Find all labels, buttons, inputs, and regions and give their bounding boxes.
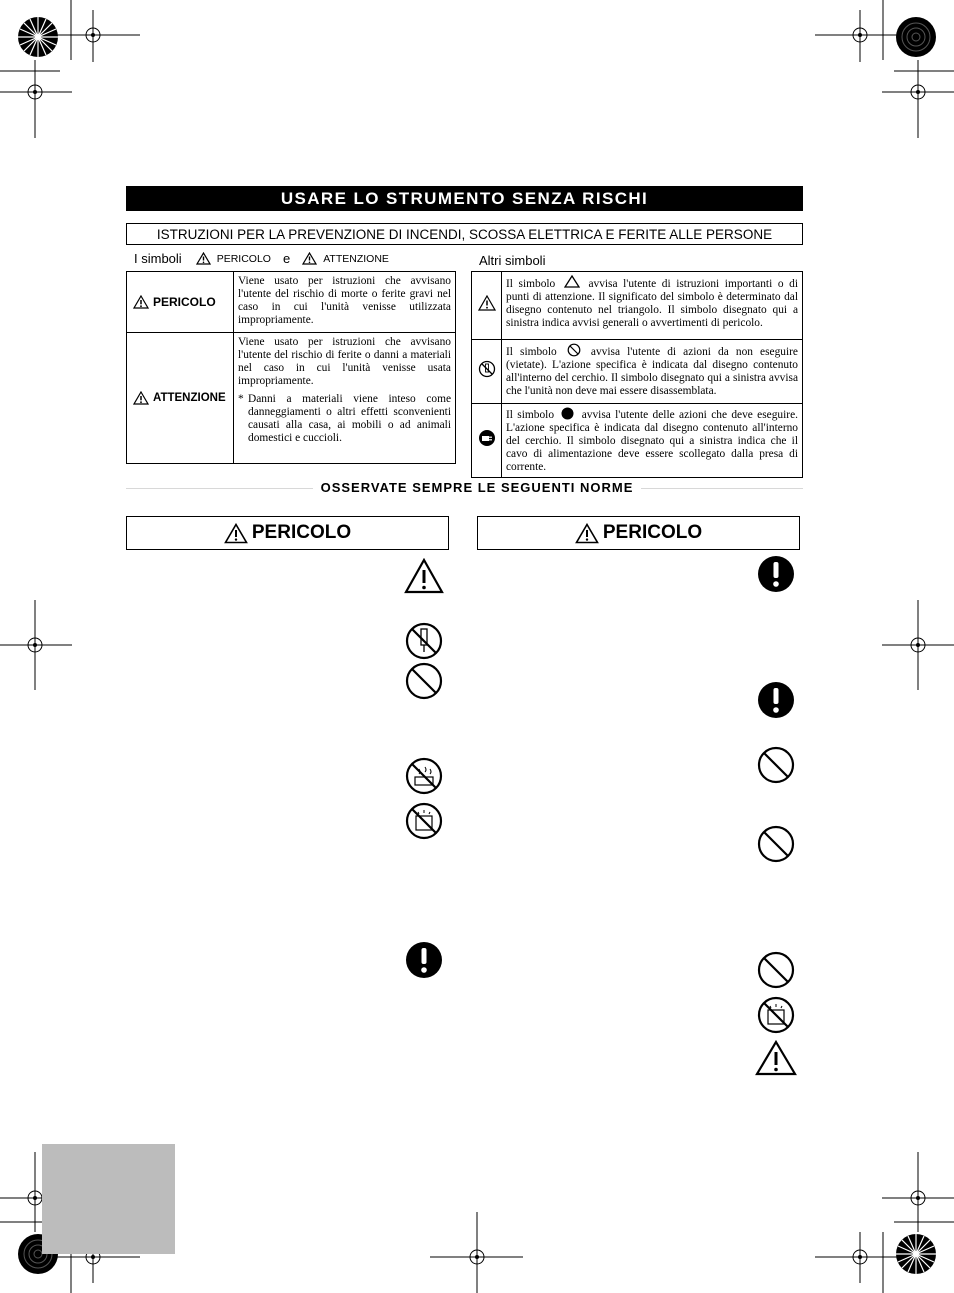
warning-triangle-icon: [224, 523, 248, 544]
warning-triangle-icon: [755, 1040, 797, 1076]
triangle-outline-icon: [564, 275, 580, 288]
prohibition-icon: [757, 746, 795, 784]
page-title: USARE LO STRUMENTO SENZA RISCHI: [126, 186, 803, 211]
symbol-triangle-text: Il simbolo avvisa l'utente di istruzioni importanti o di punti di attenzione. Il significato del simbolo è determinato dal disegno contenuto nel triangolo. Il simbolo disegnato qui a sinistra indica avvisi generali o avvertimenti di pericolo.: [506, 275, 798, 330]
and-word: e: [282, 251, 291, 266]
right-danger-heading: PERICOLO: [477, 516, 800, 550]
symbols-left-table: [126, 271, 456, 464]
warning-triangle-icon: [478, 295, 496, 311]
symbols-left-heading: [134, 251, 389, 266]
prohibition-icon: [757, 951, 795, 989]
mandatory-action-icon: [405, 941, 443, 979]
no-disassemble-icon: [478, 360, 496, 378]
danger-term: PERICOLO: [127, 295, 233, 309]
no-wet-place-icon: [405, 757, 443, 795]
page-subtitle: ISTRUZIONI PER LA PREVENZIONE DI INCENDI, SCOSSA ELETTRICA E FERITE ALLE PERSONE: [126, 223, 803, 245]
left-danger-heading: PERICOLO: [126, 516, 449, 550]
symbol-mandatory-text: Il simbolo avvisa l'utente delle azioni che deve eseguire. L'azione specifica è indicata dal disegno contenuto all'interno del cerchio. Il simbolo disegnato qui a sinistra indica che il cavo di alimentazione deve essere scollegato dalla presa di corrente.: [506, 409, 798, 473]
table-row: [472, 404, 803, 478]
caution-note-text: Danni a materiali viene inteso come danneggiamenti o altri effetti sconvenienti causati alla casa, ai mobili o ad animali domestici e cuccioli.: [248, 393, 451, 444]
rules-heading: OSSERVATE SEMPRE LE SEGUENTI NORME: [0, 480, 954, 495]
table-row: [127, 272, 456, 333]
no-liquid-icon: [757, 996, 795, 1034]
table-row: [472, 340, 803, 404]
warning-triangle-icon: [404, 558, 444, 594]
caution-small-label: ATTENZIONE: [323, 252, 389, 265]
note-mark: *: [238, 393, 244, 405]
page-tab-block: [42, 1144, 175, 1254]
caution-term: ATTENZIONE: [127, 391, 233, 405]
warning-triangle-icon: [133, 295, 149, 309]
table-row: [127, 333, 456, 464]
no-disassemble-icon: [405, 622, 443, 660]
symbols-right-table: [471, 271, 803, 478]
warning-triangle-icon: [302, 252, 317, 265]
prohibition-icon: [405, 662, 443, 700]
table-row: [472, 272, 803, 340]
prohibition-icon: [567, 343, 581, 357]
mandatory-action-icon: [757, 555, 795, 593]
symbol-prohibited-text: Il simbolo avvisa l'utente di azioni da non eseguire (vietate). L'azione specifica è indicata dal disegno contenuto all'interno del cerchio. Il simbolo disegnato qui a sinistra avvisa che l'unità non deve mai essere disassemblata.: [506, 343, 798, 398]
prohibition-icon: [757, 825, 795, 863]
symbols-right-label: Altri simboli: [479, 253, 546, 268]
mandatory-action-icon: [757, 681, 795, 719]
danger-description: Viene usato per istruzioni che avvisano l'utente del rischio di morte o ferite gravi nel caso in cui l'unità venisse utilizzata impropriamente.: [238, 275, 451, 326]
caution-description: Viene usato per istruzioni che avvisano l'utente del rischio di ferite o danni a materiali nel caso in cui l'unità venisse usata impropriamente.: [238, 336, 451, 387]
warning-triangle-icon: [196, 252, 211, 265]
danger-small-label: PERICOLO: [216, 252, 271, 265]
warning-triangle-icon: [575, 523, 599, 544]
symbols-left-label: I simboli: [134, 251, 182, 266]
caution-note: [238, 393, 451, 445]
warning-triangle-icon: [133, 391, 149, 405]
filled-circle-icon: [561, 407, 574, 420]
no-liquid-icon: [405, 802, 443, 840]
unplug-icon: [478, 429, 496, 447]
